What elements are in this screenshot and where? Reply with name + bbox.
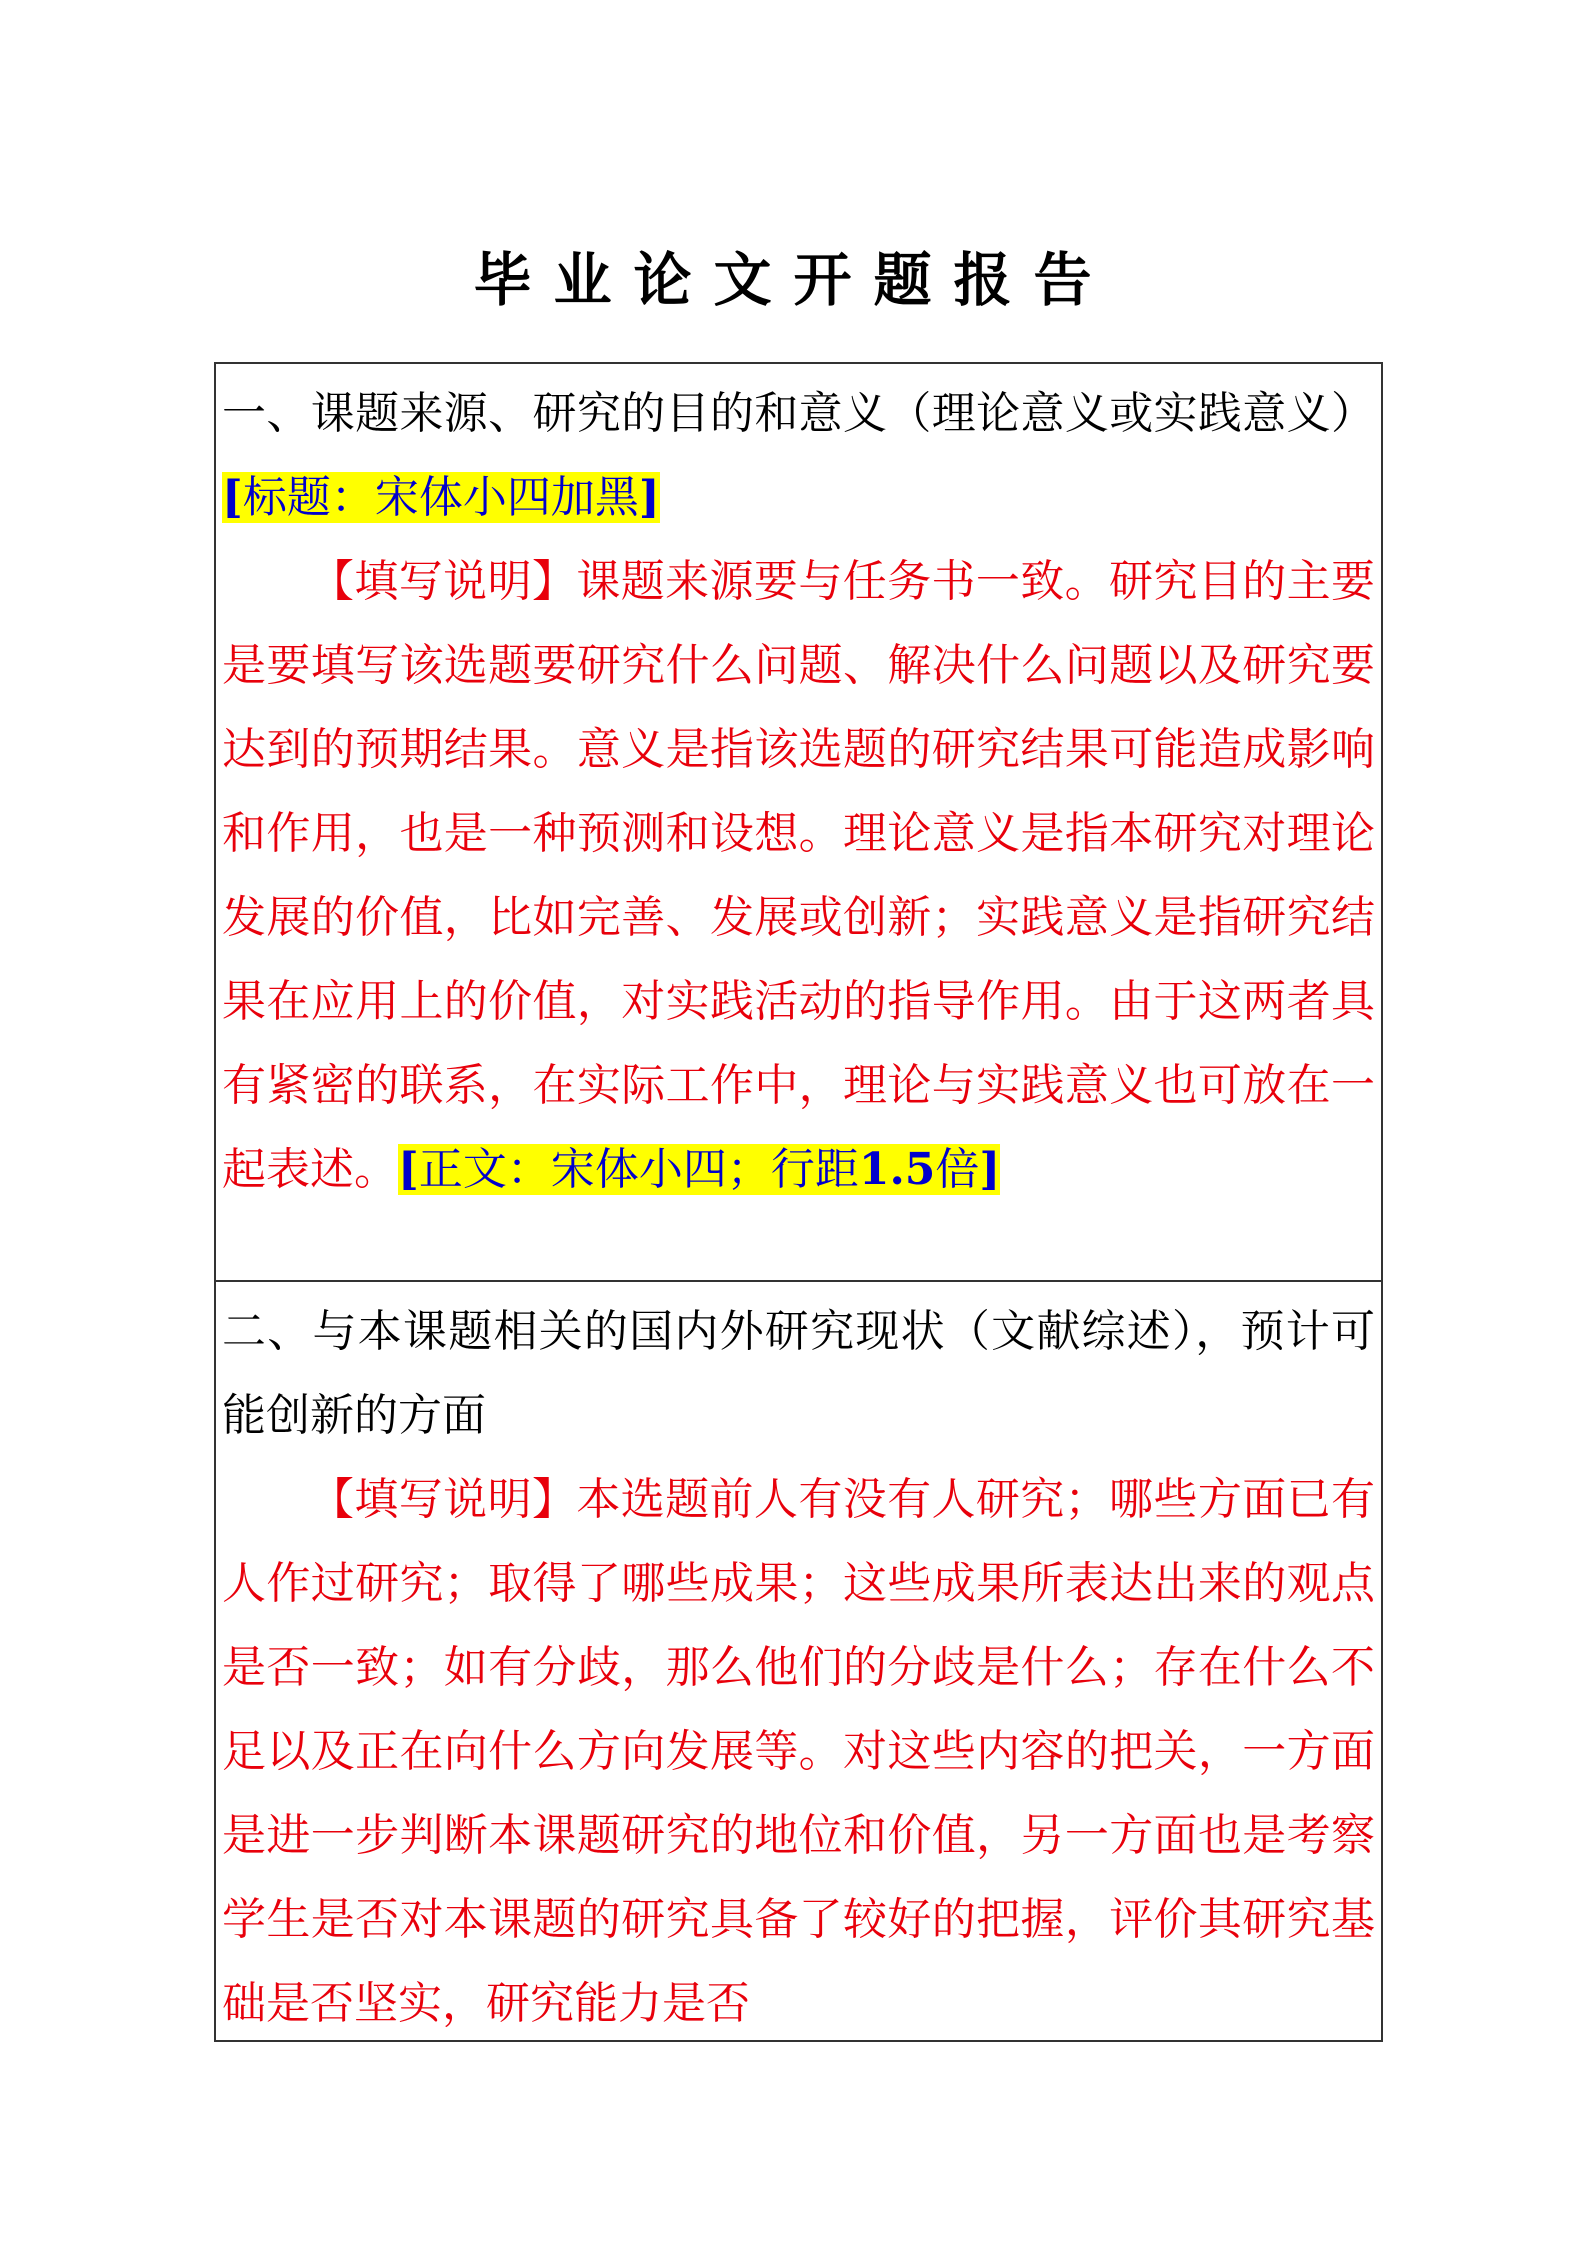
- fill-instruction-label: 【填写说明】: [310, 1474, 577, 1525]
- tag-bracket-open: [: [398, 1144, 419, 1195]
- section-purpose-significance: [216, 364, 1381, 1282]
- fill-instruction-label: 【填写说明】: [310, 556, 577, 607]
- tag-line-spacing-value: 1.5: [858, 1144, 936, 1195]
- tag-bracket-close: ]: [979, 1144, 1001, 1195]
- report-table: [214, 362, 1383, 2042]
- tag-text: 标题：宋体小四加黑: [242, 472, 639, 523]
- fill-instruction: [222, 1458, 1375, 2040]
- fill-instruction-text: 课题来源要与任务书一致。研究目的主要是要填写该选题要研究什么问题、解决什么问题以及研究要达到的预期结果。意义是指该选题的研究结果可能造成影响和作用，也是一种预测和设想。理论意义是指本研究对理论发展的价值，比如完善、发展或创新；实践意义是指研究结果在应用上的价值，对实践活动的指导作用。由于这两者具有紧密的联系，在实际工作中，理论与实践意义也可放在一起表述。: [222, 556, 1376, 1195]
- fill-instruction-text: 本选题前人有没有人研究；哪些方面已有人作过研究；取得了哪些成果；这些成果所表达出来的观点是否一致；如有分歧，那么他们的分歧是什么；存在什么不足以及正在向什么方向发展等。对这些内容的把关，一方面是进一步判断本课题研究的地位和价值，另一方面也是考察学生是否对本课题的研究具备了较好的把握，评价其研究基础是否坚实，研究能力是否: [222, 1474, 1376, 2029]
- tag-bracket-close: ]: [638, 472, 660, 523]
- format-tag-heading: [222, 472, 660, 523]
- page-title: 毕业论文开题报告: [473, 246, 1114, 314]
- tag-text-suffix: 倍: [935, 1144, 980, 1195]
- format-tag-body: [398, 1144, 1000, 1195]
- section-heading: [222, 372, 1375, 540]
- tag-text: 正文：宋体小四；行距: [418, 1144, 859, 1195]
- fill-instruction: [222, 540, 1375, 1212]
- section-heading: 二、与本课题相关的国内外研究现状（文献综述），预计可能创新的方面: [222, 1306, 1375, 1441]
- section-heading-text: 一、课题来源、研究的目的和意义（理论意义或实践意义）: [222, 388, 1375, 439]
- tag-bracket-open: [: [222, 472, 243, 523]
- section-research-status: [216, 1282, 1381, 2040]
